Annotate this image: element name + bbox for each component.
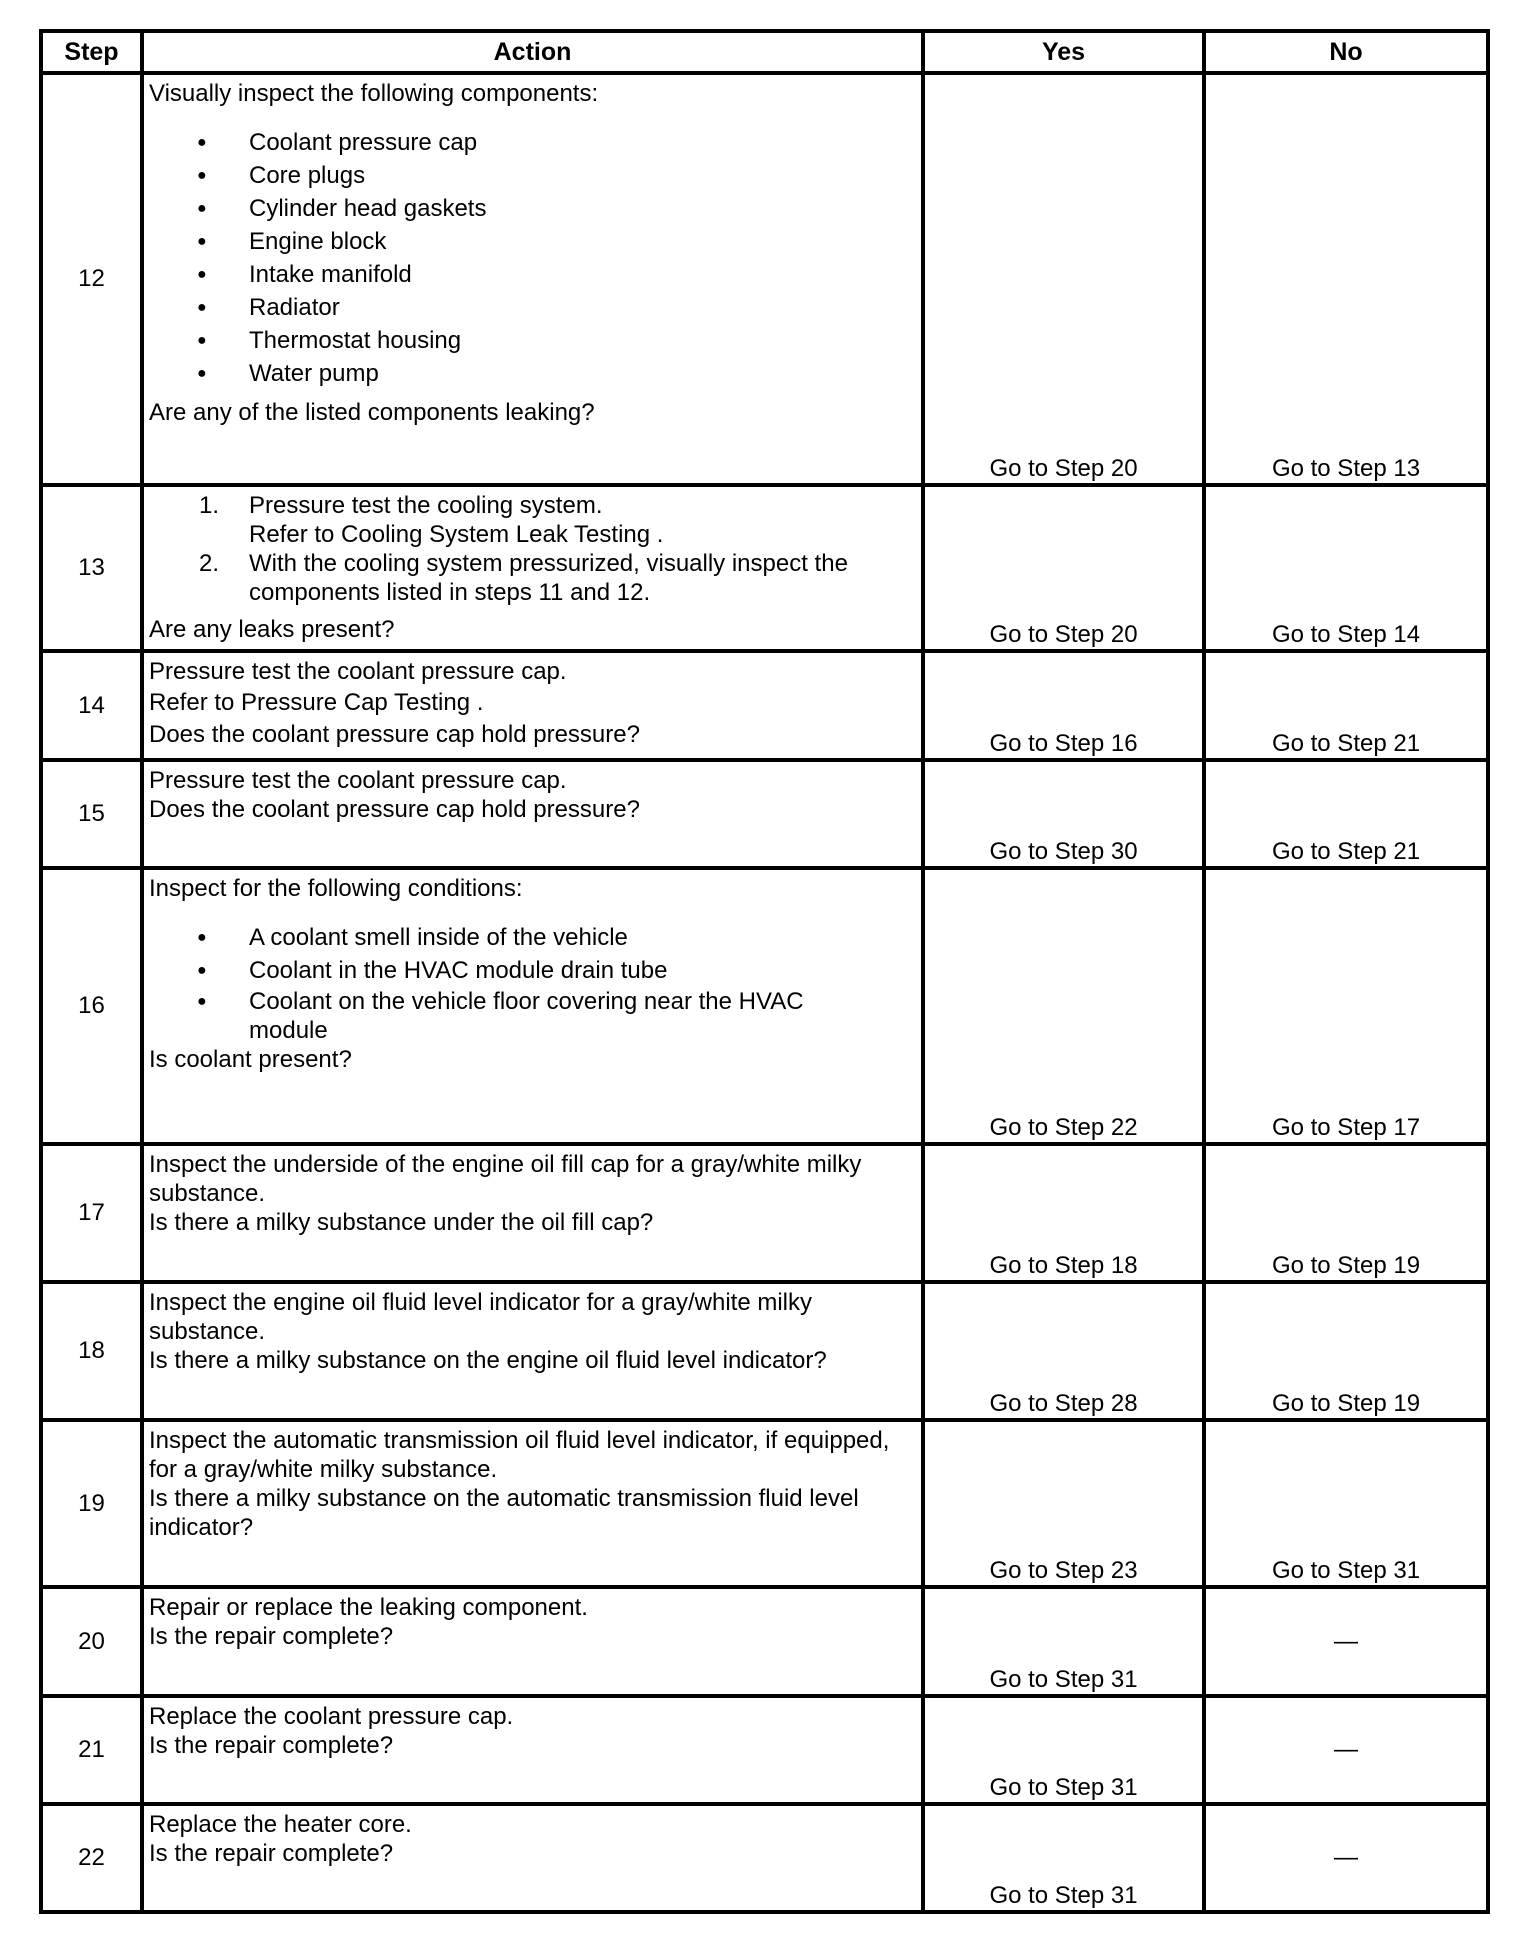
action-question: Are any of the listed components leaking? — [149, 399, 595, 426]
bullet-list — [149, 126, 917, 390]
step-number: 22 — [41, 1804, 142, 1912]
step-number: 14 — [41, 651, 142, 760]
step-number: 21 — [41, 1696, 142, 1804]
action-question: Is the repair complete? — [149, 1732, 394, 1759]
list-item: ● Coolant on the vehicle floor covering near the HVAC module — [149, 987, 917, 1045]
no-result: Go to Step 13 — [1204, 73, 1488, 485]
list-item: ● Cylinder head gaskets — [149, 192, 917, 225]
action-cell — [142, 485, 923, 651]
action-intro: Visually inspect the following components: — [149, 80, 599, 107]
no-result: Go to Step 21 — [1204, 760, 1488, 868]
action-intro: Repair or replace the leaking component. — [149, 1594, 588, 1621]
step-number: 13 — [41, 485, 142, 651]
yes-result: Go to Step 31 — [923, 1804, 1204, 1912]
header-yes: Yes — [923, 31, 1204, 73]
action-question: Is the repair complete? — [149, 1840, 394, 1867]
table-row — [41, 651, 1488, 760]
action-intro: Replace the coolant pressure cap. — [149, 1703, 514, 1730]
action-question: Does the coolant pressure cap hold pressure? — [149, 796, 640, 823]
action-intro: Inspect the engine oil fluid level indicator for a gray/white milky substance. — [149, 1289, 812, 1345]
action-cell — [142, 1587, 923, 1696]
list-item: ● Thermostat housing — [149, 324, 917, 357]
step-number: 16 — [41, 868, 142, 1144]
list-item — [149, 491, 917, 549]
action-intro: Inspect the automatic transmission oil fluid level indicator, if equipped, for a gray/white milky substance. — [149, 1427, 890, 1483]
action-intro: Pressure test the coolant pressure cap. — [149, 658, 567, 685]
action-cell — [142, 868, 923, 1144]
action-cell — [142, 651, 923, 760]
yes-result: Go to Step 16 — [923, 651, 1204, 760]
table-row — [41, 1804, 1488, 1912]
action-cell — [142, 1420, 923, 1587]
no-result: — — [1204, 1587, 1488, 1696]
list-item: ● A coolant smell inside of the vehicle — [149, 921, 917, 954]
action-intro: Pressure test the coolant pressure cap. — [149, 767, 567, 794]
step-number: 17 — [41, 1144, 142, 1282]
action-question: Is there a milky substance under the oil fill cap? — [149, 1209, 654, 1236]
numbered-list — [149, 491, 917, 607]
no-result: Go to Step 14 — [1204, 485, 1488, 651]
table-row — [41, 485, 1488, 651]
yes-result: Go to Step 18 — [923, 1144, 1204, 1282]
action-cell — [142, 1144, 923, 1282]
yes-result: Go to Step 30 — [923, 760, 1204, 868]
action-cell — [142, 1282, 923, 1420]
list-number: 1. — [199, 492, 220, 519]
header-step: Step — [41, 31, 142, 73]
header-no: No — [1204, 31, 1488, 73]
list-item: ● Water pump — [149, 357, 917, 390]
list-item: ● Intake manifold — [149, 258, 917, 291]
diagnostic-table — [39, 29, 1490, 1914]
header-action: Action — [142, 31, 923, 73]
action-question: Does the coolant pressure cap hold pressure? — [149, 721, 640, 748]
action-cell — [142, 1696, 923, 1804]
no-result: Go to Step 17 — [1204, 868, 1488, 1144]
bullet-list — [149, 921, 917, 1045]
list-item: ● Core plugs — [149, 159, 917, 192]
table-row — [41, 1144, 1488, 1282]
list-item: ● Coolant in the HVAC module drain tube — [149, 954, 917, 987]
step-number: 18 — [41, 1282, 142, 1420]
action-cell — [142, 73, 923, 485]
list-item: ● Coolant pressure cap — [149, 126, 917, 159]
action-intro: Inspect for the following conditions: — [149, 875, 523, 902]
yes-result: Go to Step 31 — [923, 1587, 1204, 1696]
list-item: ● Engine block — [149, 225, 917, 258]
table-header-row — [41, 31, 1488, 73]
action-question: Is the repair complete? — [149, 1623, 394, 1650]
step-number: 15 — [41, 760, 142, 868]
action-question: Is coolant present? — [149, 1046, 352, 1073]
yes-result: Go to Step 28 — [923, 1282, 1204, 1420]
action-cell — [142, 1804, 923, 1912]
table-row — [41, 1587, 1488, 1696]
table-row — [41, 1696, 1488, 1804]
list-text: Pressure test the cooling system. Refer to Cooling System Leak Testing . — [249, 492, 664, 548]
list-text: With the cooling system pressurized, visually inspect the components listed in steps 11 and 12. — [249, 550, 848, 606]
action-cell — [142, 760, 923, 868]
yes-result: Go to Step 31 — [923, 1696, 1204, 1804]
no-result: Go to Step 19 — [1204, 1144, 1488, 1282]
action-intro: Replace the heater core. — [149, 1811, 412, 1838]
yes-result: Go to Step 20 — [923, 485, 1204, 651]
action-question: Are any leaks present? — [149, 616, 395, 643]
table-row — [41, 868, 1488, 1144]
step-number: 12 — [41, 73, 142, 485]
list-item: ● Radiator — [149, 291, 917, 324]
no-result: Go to Step 19 — [1204, 1282, 1488, 1420]
no-result: — — [1204, 1804, 1488, 1912]
no-result: — — [1204, 1696, 1488, 1804]
table-row — [41, 1420, 1488, 1587]
action-question: Is there a milky substance on the engine oil fluid level indicator? — [149, 1347, 827, 1374]
no-result: Go to Step 31 — [1204, 1420, 1488, 1587]
step-number: 20 — [41, 1587, 142, 1696]
yes-result: Go to Step 23 — [923, 1420, 1204, 1587]
step-number: 19 — [41, 1420, 142, 1587]
table-row — [41, 760, 1488, 868]
table-row — [41, 73, 1488, 485]
yes-result: Go to Step 22 — [923, 868, 1204, 1144]
no-result: Go to Step 21 — [1204, 651, 1488, 760]
list-number: 2. — [199, 550, 220, 577]
table-row — [41, 1282, 1488, 1420]
action-reference: Refer to Pressure Cap Testing . — [149, 689, 484, 716]
action-question: Is there a milky substance on the automatic transmission fluid level indicator? — [149, 1485, 859, 1541]
yes-result: Go to Step 20 — [923, 73, 1204, 485]
list-item — [149, 549, 917, 607]
action-intro: Inspect the underside of the engine oil fill cap for a gray/white milky substance. — [149, 1151, 862, 1207]
